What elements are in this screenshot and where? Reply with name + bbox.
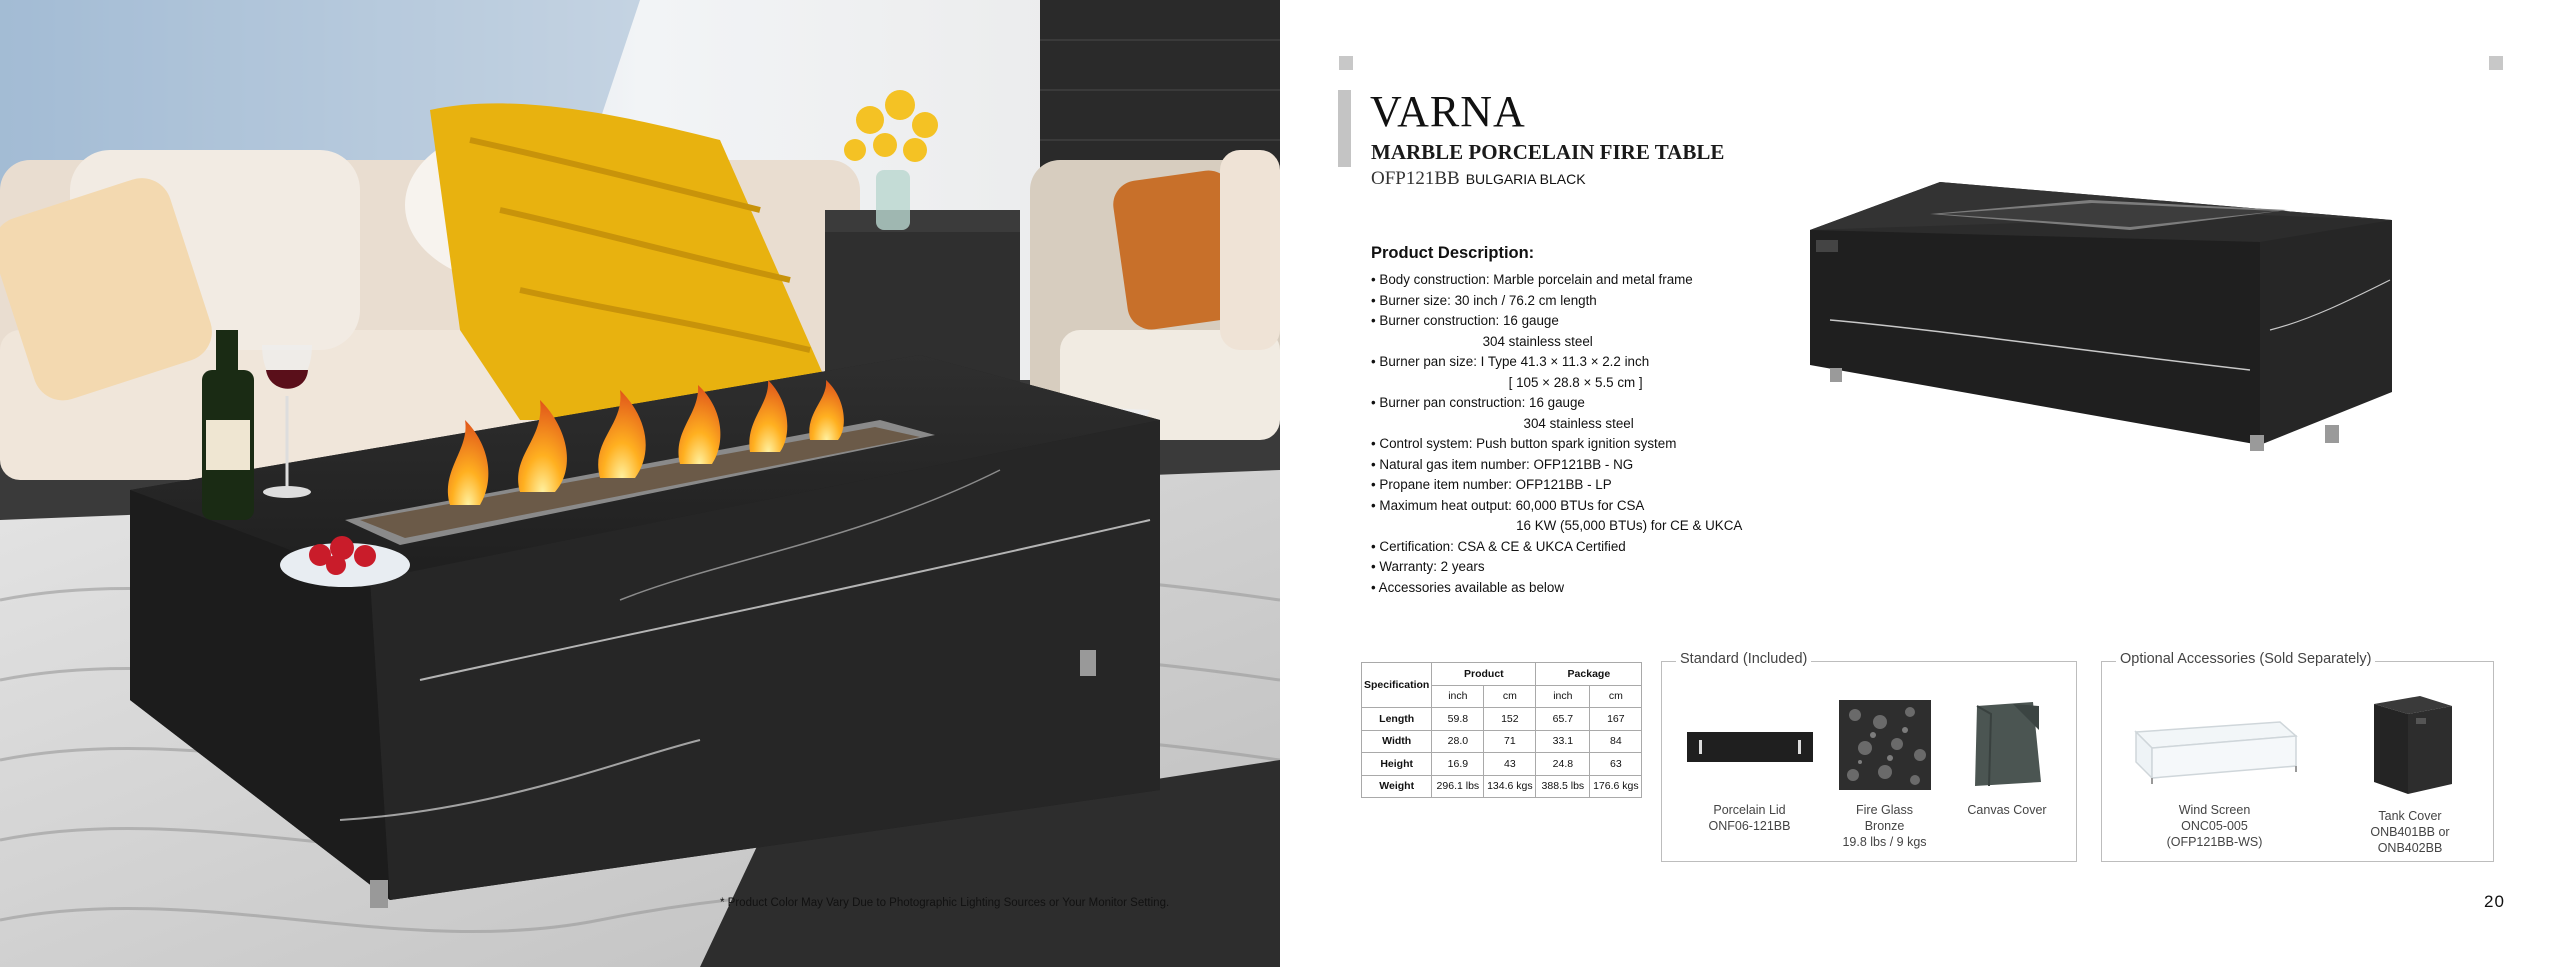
porcelain-lid-image	[1685, 700, 1815, 790]
spec-cell: 65.7	[1536, 708, 1590, 731]
spec-cell: 134.6 kgs	[1484, 775, 1536, 798]
description-line: 304 stainless steel	[1371, 415, 1634, 431]
accessory-line: (OFP121BB-WS)	[2166, 835, 2263, 849]
accessory-canvas-cover	[1947, 700, 2067, 818]
accessory-line: Tank Cover	[2378, 809, 2442, 823]
spec-cell: 176.6 kgs	[1590, 775, 1642, 798]
optional-accessories-title: Optional Accessories (Sold Separately)	[2116, 651, 2375, 667]
spec-cell: 24.8	[1536, 753, 1590, 776]
spec-cell: 63	[1590, 753, 1642, 776]
description-line: • Burner pan size: I Type 41.3 × 11.3 × 2.2 inch	[1371, 354, 1650, 369]
table-row	[1362, 730, 1642, 753]
accessory-line: Porcelain Lid	[1713, 803, 1786, 817]
description-line: • Control system: Push button spark ignition system	[1371, 436, 1677, 451]
product-code: OFP121BB	[1371, 168, 1460, 189]
description-line: • Accessories available as below	[1371, 579, 1564, 595]
spec-unit: inch	[1536, 685, 1590, 708]
accessory-line: 19.8 lbs / 9 kgs	[1842, 835, 1927, 849]
tank-cover-image	[2360, 692, 2460, 796]
spec-corner-label: Specification	[1362, 663, 1432, 708]
description-line: • Body construction: Marble porcelain and metal frame	[1371, 272, 1693, 287]
spec-row-label: Length	[1362, 708, 1432, 731]
standard-accessories-box	[1661, 651, 2077, 862]
spec-unit: inch	[1432, 685, 1484, 708]
description-line: [ 105 × 28.8 × 5.5 cm ]	[1371, 374, 1643, 390]
description-line: 16 KW (55,000 BTUs) for CE & UKCA	[1371, 518, 1743, 533]
description-line: • Burner pan construction: 16 gauge	[1371, 395, 1585, 410]
description-heading: Product Description:	[1371, 244, 1535, 262]
spec-cell: 71	[1484, 730, 1536, 753]
accessory-line: ONF06-121BB	[1708, 819, 1791, 833]
optional-accessories-box	[2101, 651, 2494, 862]
corner-mark-left	[1339, 56, 1353, 70]
spec-cell: 167	[1590, 708, 1642, 731]
table-row	[1362, 775, 1642, 798]
description-line: • Maximum heat output: 60,000 BTUs for CSA	[1371, 497, 1645, 513]
product-name: VARNA	[1370, 87, 1526, 136]
accessory-line: ONC05-005	[2181, 819, 2248, 833]
accessory-line: Wind Screen	[2178, 803, 2251, 817]
page-number: 20	[2484, 892, 2505, 911]
spec-cell: 28.0	[1432, 730, 1484, 753]
accessory-line: Bronze	[1864, 819, 1905, 833]
description-line: • Certification: CSA & CE & UKCA Certified	[1371, 538, 1626, 554]
accessory-wind-screen	[2122, 702, 2307, 850]
spec-row-label: Width	[1362, 730, 1432, 753]
canvas-cover-image	[1967, 700, 2047, 790]
description-line: • Natural gas item number: OFP121BB - NG	[1371, 456, 1634, 472]
description-line: 304 stainless steel	[1371, 333, 1593, 349]
spec-unit: cm	[1590, 685, 1642, 708]
accessory-line: Canvas Cover	[1967, 803, 2047, 817]
spec-unit: cm	[1484, 685, 1536, 708]
spec-cell: 152	[1484, 708, 1536, 731]
spec-row-label: Weight	[1362, 775, 1432, 798]
spec-cell: 388.5 lbs	[1536, 775, 1590, 798]
title-accent-bar	[1338, 90, 1351, 167]
spec-group-header: Product	[1432, 663, 1536, 686]
accessory-tank-cover	[2340, 692, 2480, 856]
accessory-line: Fire Glass	[1856, 803, 1913, 817]
product-color-name: BULGARIA BLACK	[1465, 171, 1586, 187]
standard-accessories-title: Standard (Included)	[1676, 651, 1811, 667]
product-subtitle: MARBLE PORCELAIN FIRE TABLE	[1371, 140, 1725, 164]
description-line: • Burner construction: 16 gauge	[1371, 313, 1559, 328]
wind-screen-image	[2130, 702, 2300, 790]
spec-cell: 59.8	[1432, 708, 1484, 731]
description-list	[1371, 270, 1742, 598]
spec-cell: 296.1 lbs	[1432, 775, 1484, 798]
spec-cell: 84	[1590, 730, 1642, 753]
fire-glass-image	[1835, 700, 1935, 790]
accessory-porcelain-lid	[1682, 700, 1817, 834]
table-row	[1362, 753, 1642, 776]
spec-group-header: Package	[1536, 663, 1642, 686]
description-line: • Burner size: 30 inch / 76.2 cm length	[1371, 292, 1597, 308]
product-code-line	[1371, 168, 1586, 190]
accessory-fire-glass	[1822, 700, 1947, 850]
spec-cell: 33.1	[1536, 730, 1590, 753]
spec-cell: 16.9	[1432, 753, 1484, 776]
description-line: • Warranty: 2 years	[1371, 559, 1485, 574]
specification-table	[1361, 662, 1642, 798]
description-line: • Propane item number: OFP121BB - LP	[1371, 477, 1612, 492]
accessory-line: ONB402BB	[2377, 841, 2443, 855]
spec-row-label: Height	[1362, 753, 1432, 776]
accessory-line: ONB401BB or	[2370, 825, 2450, 839]
photo-disclaimer: * Product Color May Vary Due to Photographic Lighting Sources or Your Monitor Setting.	[720, 897, 1170, 909]
spec-cell: 43	[1484, 753, 1536, 776]
table-row	[1362, 708, 1642, 731]
corner-mark-right	[2489, 56, 2503, 70]
product-render-image	[1800, 170, 2400, 470]
